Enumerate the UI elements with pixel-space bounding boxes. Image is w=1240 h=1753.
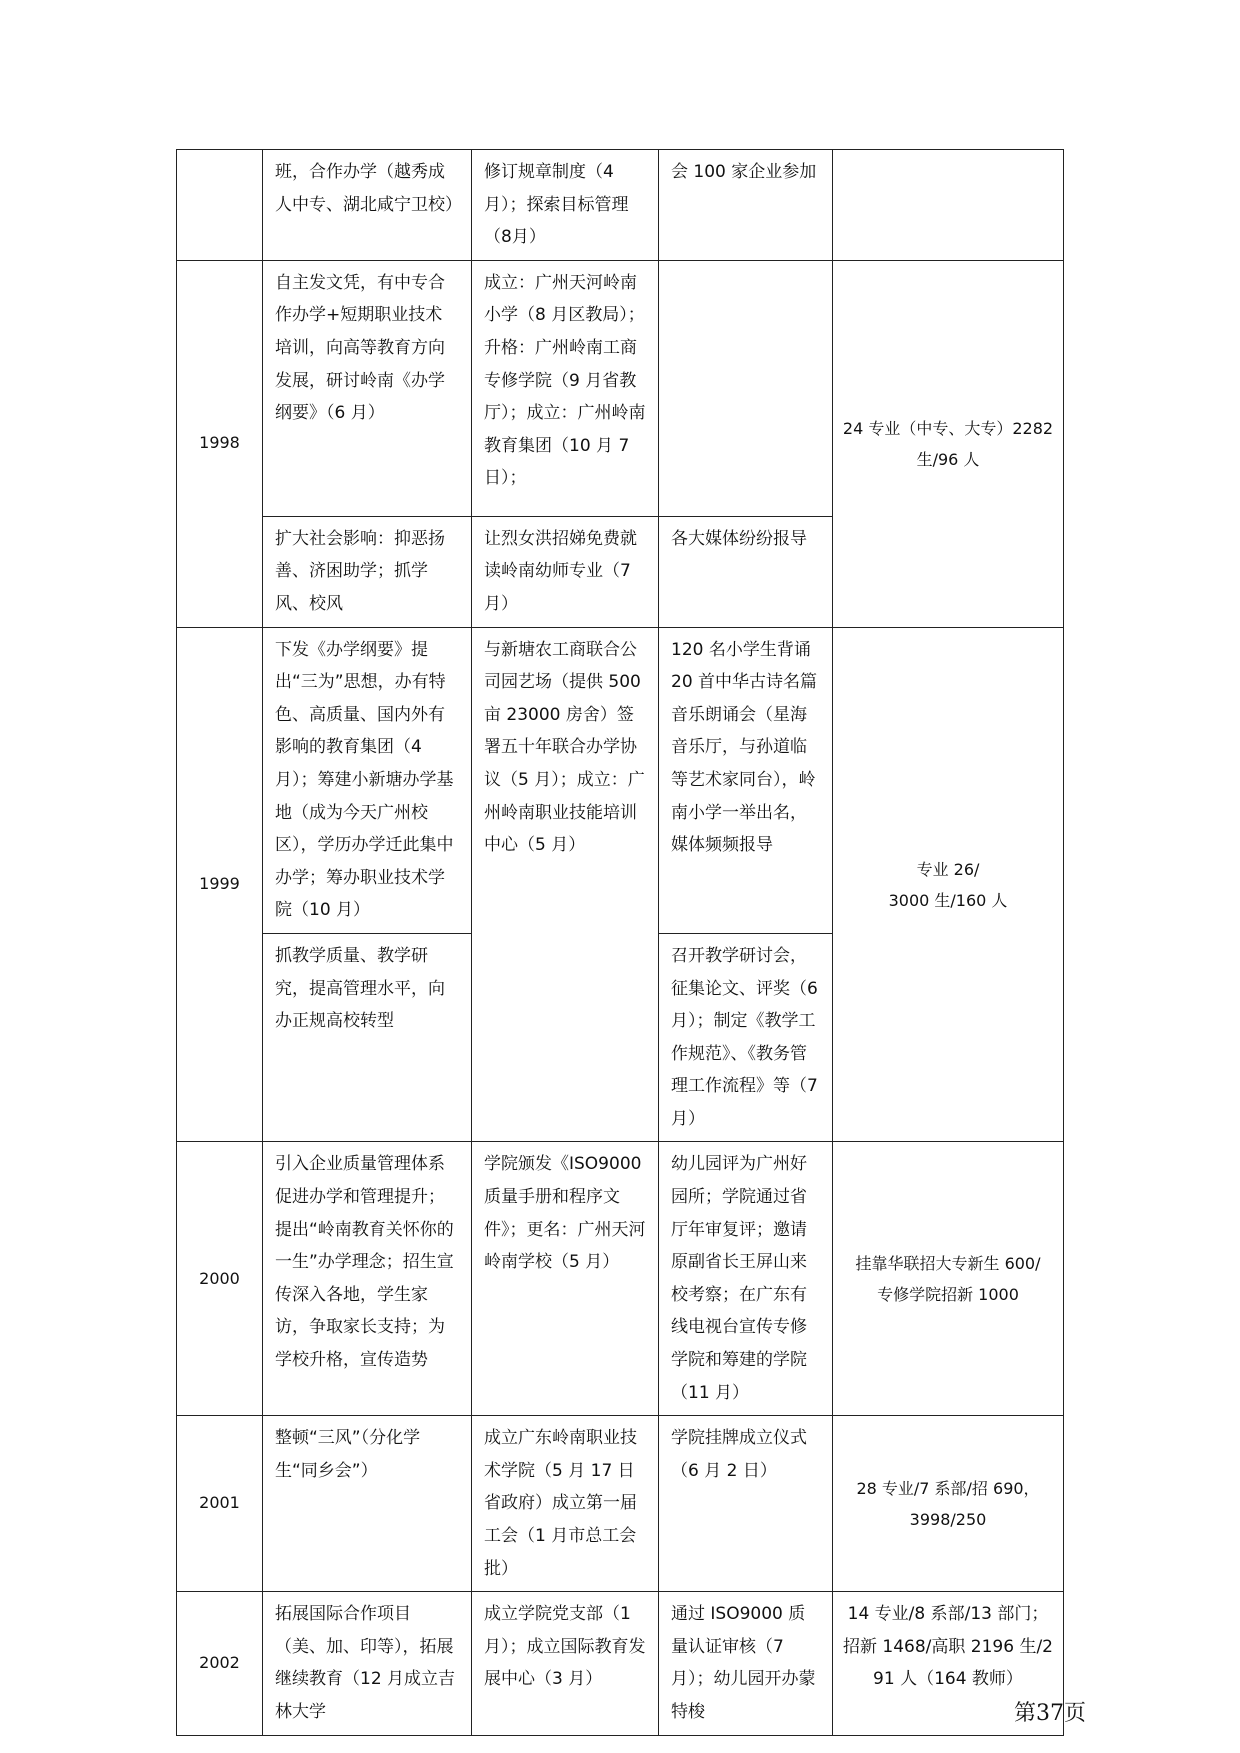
year-cell (177, 150, 263, 261)
focus-cell: 整顿“三风”（分化学生“同乡会”） (263, 1416, 472, 1592)
highlight-cell: 幼儿园评为广州好园所；学院通过省厅年审复评；邀请原副省长王屏山来校考察；在广东有线电视台宣传专修学院和筹建的学院（11 月） (659, 1142, 833, 1416)
summary-line: 专业 26/ (916, 859, 980, 879)
year-cell: 2002 (177, 1592, 263, 1735)
highlight-cell: 120 名小学生背诵 20 首中华古诗名篇音乐朗诵会（星海音乐厅，与孙道临等艺术家同台），岭南小学一举出名，媒体频频报导 (659, 627, 833, 933)
focus-cell: 拓展国际合作项目（美、加、印等），拓展继续教育（12 月成立吉林大学 (263, 1592, 472, 1735)
highlight-cell (659, 933, 833, 1142)
focus-cell: 班，合作办学（越秀成人中专、湖北咸宁卫校） (263, 150, 472, 261)
summary-line: 28 专业/7 系部/招 690， (856, 1478, 1040, 1498)
event-cell: 成立：广州天河岭南小学（8 月区教局）；升格：广州岭南工商专修学院（9 月省教厅）；成立：广州岭南教育集团（10 月 7 日）； (472, 260, 659, 516)
focus-cell: 引入企业质量管理体系促进办学和管理提升；提出“岭南教育关怀你的一生”办学理念；招生宣传深入各地，学生家访，争取家长支持；为学校升格，宣传造势 (263, 1142, 472, 1416)
summary-line: 专修学院招新 1000 (877, 1284, 1019, 1304)
year-cell: 1999 (177, 627, 263, 1142)
event-cell: 成立广东岭南职业技术学院（5 月 17 日省政府）成立第一届工会（1 月市总工会批） (472, 1416, 659, 1592)
summary-cell (833, 627, 1064, 1142)
highlight-cell (659, 260, 833, 516)
event-cell: 与新塘农工商联合公司园艺场（提供 500 亩 23000 房舍）签署五十年联合办学协议（5 月）；成立：广州岭南职业技能培训中心（5 月） (472, 627, 659, 1142)
summary-cell (833, 1142, 1064, 1416)
event-cell: 学院颁发《ISO9000 质量手册和程序文件》；更名：广州天河岭南学校（5 月） (472, 1142, 659, 1416)
event-cell: 成立学院党支部（1 月）；成立国际教育发展中心（3 月） (472, 1592, 659, 1735)
event-cell: 让烈女洪招娣免费就读岭南幼师专业（7 月） (472, 516, 659, 627)
summary-cell (833, 150, 1064, 261)
summary-line: 3998/250 (909, 1509, 987, 1529)
table-row (177, 150, 1064, 261)
year-cell: 2000 (177, 1142, 263, 1416)
summary-cell: 24 专业（中专、大专）2282 生/96 人 (833, 260, 1064, 627)
table-row (177, 1416, 1064, 1592)
highlight-cell: 通过 ISO9000 质量认证审核（7 月）；幼儿园开办蒙特梭 (659, 1592, 833, 1735)
highlight-cell: 各大媒体纷纷报导 (659, 516, 833, 627)
focus-cell: 抓教学质量、教学研究，提高管理水平，向办正规高校转型 (263, 933, 472, 1142)
table-row (177, 1142, 1064, 1416)
summary-line: 3000 生/160 人 (888, 890, 1008, 910)
event-cell: 修订规章制度（4月）；探索目标管理（8月） (472, 150, 659, 261)
year-cell: 2001 (177, 1416, 263, 1592)
highlight-cell: 学院挂牌成立仪式（6 月 2 日） (659, 1416, 833, 1592)
table-row (177, 627, 1064, 933)
event-text: 召开教学研讨会，征集论文、评奖（6 月）；制定《教学工作规范》、《教务管理工作流程》等（7 月） (671, 945, 818, 1129)
summary-cell: 14 专业/8 系部/13 部门；招新 1468/高职 2196 生/291 人（164 教师） (833, 1592, 1064, 1735)
year-cell: 1998 (177, 260, 263, 627)
focus-cell: 下发《办学纲要》提出“三为”思想，办有特色、高质量、国内外有影响的教育集团（4 月）；筹建小新塘办学基地（成为今天广州校区），学历办学迁此集中办学；筹办职业技术学院（10 月） (263, 627, 472, 933)
focus-cell: 扩大社会影响：抑恶扬善、济困助学；抓学风、校风 (263, 516, 472, 627)
chronology-table (176, 149, 1064, 1736)
table-row (177, 1592, 1064, 1735)
summary-cell (833, 1416, 1064, 1592)
summary-line: 挂靠华联招大专新生 600/ (855, 1253, 1041, 1273)
focus-cell: 自主发文凭，有中专合作办学+短期职业技术培训，向高等教育方向发展，研讨岭南《办学纲要》（6 月） (263, 260, 472, 516)
page-number: 第37页 (1014, 1701, 1086, 1726)
highlight-cell: 会 100 家企业参加 (659, 150, 833, 261)
table-row (177, 260, 1064, 516)
